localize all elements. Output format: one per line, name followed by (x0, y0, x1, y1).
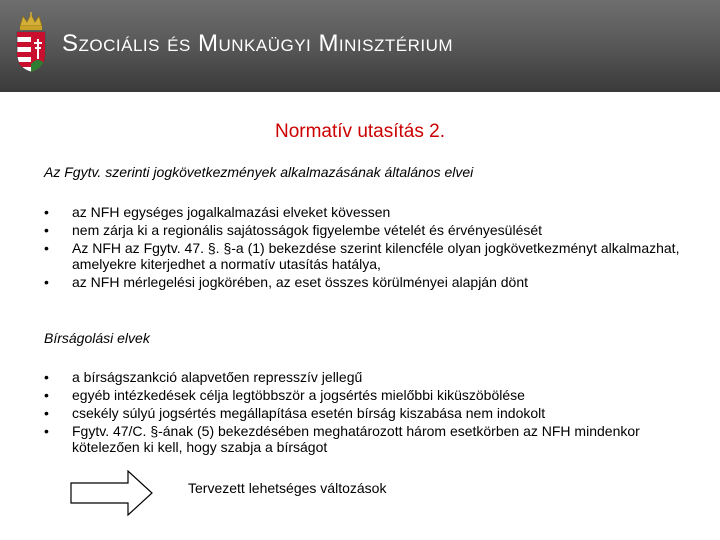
section-subtitle: Az Fgytv. szerinti jogkövetkezmények alkalmazásának általános elvei (44, 164, 474, 180)
list-item: • az NFH mérlegelési jogkörében, az eset összes körülményei alapján dönt (44, 274, 529, 290)
list-item: • egyéb intézkedések célja legtöbbször a jogsértés mielőbbi kiküszöbölése (44, 387, 525, 403)
coat-of-arms-icon (14, 12, 48, 74)
list-item: • Fgytv. 47/C. §-ának (5) bekezdésében meghatározott három esetkörben az NFH mindenkor kötelezően ki kell, hogy szabja a bírságot (44, 423, 640, 455)
list-item: • az NFH egységes jogalkalmazási elveket kövessen (44, 204, 391, 220)
bullet-icon: • (44, 204, 49, 220)
bullet-icon: • (44, 387, 49, 403)
planned-changes-label: Tervezett lehetséges változások (188, 480, 387, 496)
right-arrow-icon (70, 470, 154, 516)
list-item: • a bírságszankció alapvetően represszív jellegű (44, 369, 363, 385)
principles-list (44, 204, 684, 292)
list-item: • Az NFH az Fgytv. 47. §. §-a (1) bekezdése szerint kilencféle olyan jogkövetkezményt alkalmazhat, amelyekre kiterjedhet a normatív utasítás hatálya, (44, 240, 680, 272)
slide-title: Normatív utasítás 2. (274, 121, 445, 142)
bullet-icon: • (44, 240, 49, 256)
fine-principles-heading: Bírságolási elvek (44, 330, 150, 346)
bullet-icon: • (44, 274, 49, 290)
bullet-icon: • (44, 423, 49, 439)
ministry-name: Szociális és Munkaügyi Minisztérium (62, 30, 454, 57)
bullet-icon: • (44, 369, 49, 385)
ministry-header (0, 0, 720, 92)
list-item: • csekély súlyú jogsértés megállapítása esetén bírság kiszabása nem indokolt (44, 405, 546, 421)
bullet-icon: • (44, 405, 49, 421)
list-item: • nem zárja ki a regionális sajátosságok figyelembe vételét és érvényesülését (44, 222, 543, 238)
fine-principles-list (44, 369, 684, 457)
bullet-icon: • (44, 222, 49, 238)
